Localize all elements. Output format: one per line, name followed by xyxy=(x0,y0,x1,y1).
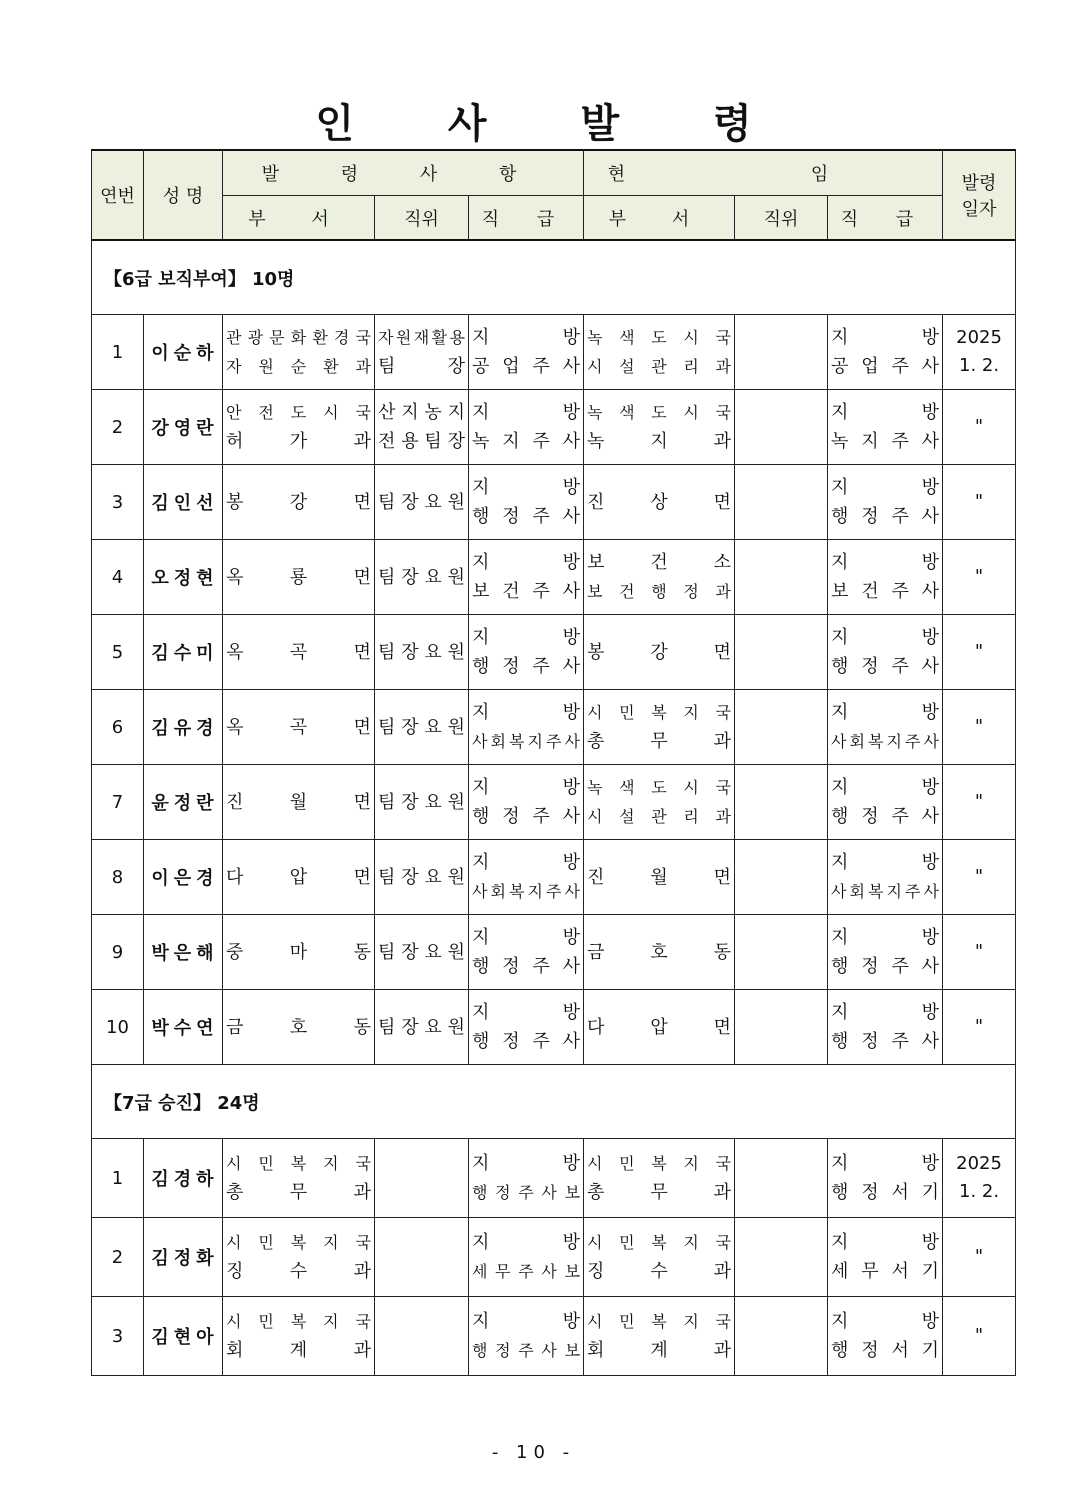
new-grade-line: 행 정 주 사 보 xyxy=(472,1341,581,1360)
person-name: 김수미 xyxy=(144,615,223,690)
cur-dept-line: 녹 색 도 시 국 xyxy=(587,778,731,797)
section-title: 【6급 보직부여】 10명 xyxy=(92,240,1016,315)
personnel-table xyxy=(91,149,1016,1376)
new-grade-line: 지 방 xyxy=(472,777,581,798)
person-name: 박수연 xyxy=(144,990,223,1065)
row-number: 8 xyxy=(92,840,144,915)
cur-grade-line: 행 정 주 사 xyxy=(831,806,940,827)
table-row xyxy=(92,390,1016,465)
new-dept-line: 회 계 과 xyxy=(226,1340,371,1361)
cur-dept-line: 징 수 과 xyxy=(587,1261,732,1282)
new-dept xyxy=(223,840,375,915)
new-grade xyxy=(469,1297,584,1376)
cur-dept-line: 회 계 과 xyxy=(587,1340,732,1361)
new-position xyxy=(375,690,469,765)
row-number: 6 xyxy=(92,690,144,765)
header-no: 연번 xyxy=(92,150,144,240)
new-grade-line: 행 정 주 사 xyxy=(472,806,580,827)
cur-grade-line: 지 방 xyxy=(831,777,940,798)
cur-position xyxy=(735,765,828,840)
cur-grade xyxy=(828,390,943,465)
new-dept-line: 다 압 면 xyxy=(226,866,371,888)
new-grade-line: 지 방 xyxy=(472,1232,581,1253)
new-grade-line: 지 방 xyxy=(472,852,581,873)
cur-dept xyxy=(584,315,735,390)
appoint-date-line: " xyxy=(974,566,984,587)
cur-dept-line: 시 민 복 지 국 xyxy=(587,1154,731,1173)
new-grade xyxy=(469,1139,584,1218)
appoint-date-line: 2025 xyxy=(956,327,1002,348)
row-number: 2 xyxy=(92,1218,144,1297)
table-row xyxy=(92,690,1016,765)
new-position-line: 자 원 재 활 용 xyxy=(378,328,465,347)
cur-dept xyxy=(584,1218,735,1297)
new-grade xyxy=(469,615,584,690)
new-position xyxy=(375,615,469,690)
cur-grade xyxy=(828,765,943,840)
cur-grade-line: 행 정 주 사 xyxy=(831,956,940,977)
cur-dept-line: 보 건 행 정 과 xyxy=(587,582,731,601)
cur-dept xyxy=(584,540,735,615)
appoint-date xyxy=(943,1218,1016,1297)
row-number: 1 xyxy=(92,315,144,390)
new-grade xyxy=(469,1218,584,1297)
new-dept xyxy=(223,465,375,540)
person-name: 김현아 xyxy=(144,1297,223,1376)
new-dept-line: 자 원 순 환 과 xyxy=(226,357,371,376)
page-number: - 10 - xyxy=(491,1442,576,1463)
cur-grade xyxy=(828,315,943,390)
row-number: 3 xyxy=(92,465,144,540)
new-position xyxy=(375,990,469,1065)
cur-dept-line: 녹 색 도 시 국 xyxy=(587,328,731,347)
row-number: 3 xyxy=(92,1297,144,1376)
table-row xyxy=(92,1297,1016,1376)
new-dept xyxy=(223,315,375,390)
cur-grade-line: 행 정 서 기 xyxy=(831,1340,940,1361)
person-name: 이은경 xyxy=(144,840,223,915)
header-appoint: 발 령 사 항 xyxy=(223,150,584,196)
new-dept xyxy=(223,915,375,990)
cur-dept-line: 진 상 면 xyxy=(587,491,732,513)
new-dept-line: 허 가 과 xyxy=(226,431,371,452)
header-cur-dept: 부 서 xyxy=(584,196,735,241)
person-name: 강영란 xyxy=(144,390,223,465)
cur-position xyxy=(735,1139,828,1218)
table-row xyxy=(92,990,1016,1065)
cur-grade-line: 지 방 xyxy=(831,1002,940,1023)
appoint-date-line: " xyxy=(974,1016,984,1037)
new-position-line: 팀 장 요 원 xyxy=(378,1016,465,1038)
cur-grade-line: 지 방 xyxy=(831,702,940,723)
cur-dept-line: 시 설 관 리 과 xyxy=(587,357,731,376)
row-number: 9 xyxy=(92,915,144,990)
new-position xyxy=(375,915,469,990)
new-dept-line: 옥 룡 면 xyxy=(226,566,371,588)
new-grade-line: 보 건 주 사 xyxy=(472,581,580,602)
new-dept-line: 시 민 복 지 국 xyxy=(226,1312,371,1331)
appoint-date-line: " xyxy=(974,1325,984,1346)
new-grade xyxy=(469,765,584,840)
header-cur-grade: 직 급 xyxy=(828,196,943,241)
new-position xyxy=(375,390,469,465)
table-row xyxy=(92,465,1016,540)
person-name: 김인선 xyxy=(144,465,223,540)
cur-position xyxy=(735,915,828,990)
new-grade-line: 사 회 복 지 주 사 xyxy=(472,732,580,751)
cur-position xyxy=(735,465,828,540)
person-name: 윤정란 xyxy=(144,765,223,840)
section-title: 【7급 승진】 24명 xyxy=(92,1065,1016,1139)
new-dept-line: 옥 곡 면 xyxy=(226,716,371,738)
appoint-date xyxy=(943,615,1016,690)
cur-grade xyxy=(828,1297,943,1376)
new-position-line: 팀 장 요 원 xyxy=(378,716,465,738)
table-row xyxy=(92,840,1016,915)
cur-grade-line: 지 방 xyxy=(831,1153,940,1174)
cur-grade-line: 지 방 xyxy=(831,477,940,498)
cur-dept xyxy=(584,390,735,465)
new-grade-line: 지 방 xyxy=(472,402,581,423)
table-row xyxy=(92,1139,1016,1218)
appoint-date-line: " xyxy=(974,491,984,512)
new-position-line: 팀 장 xyxy=(378,356,465,377)
cur-dept xyxy=(584,1297,735,1376)
appoint-date-line: " xyxy=(974,416,984,437)
header-date-line2: 일자 xyxy=(961,199,997,220)
cur-grade-line: 행 정 주 사 xyxy=(831,506,940,527)
cur-dept xyxy=(584,690,735,765)
new-grade-line: 지 방 xyxy=(472,702,581,723)
new-dept-line: 안 전 도 시 국 xyxy=(226,403,371,422)
cur-grade-line: 지 방 xyxy=(831,927,940,948)
cur-dept-line: 시 설 관 리 과 xyxy=(587,807,731,826)
new-grade-line: 지 방 xyxy=(472,1153,581,1174)
cur-dept-line: 금 호 동 xyxy=(587,941,732,963)
new-position-line: 팀 장 요 원 xyxy=(378,491,465,513)
cur-grade-line: 공 업 주 사 xyxy=(831,356,940,377)
row-number: 7 xyxy=(92,765,144,840)
cur-grade-line: 지 방 xyxy=(831,402,940,423)
cur-grade-line: 녹 지 주 사 xyxy=(831,431,940,452)
cur-position xyxy=(735,540,828,615)
person-name: 김유경 xyxy=(144,690,223,765)
header-current: 현 임 xyxy=(584,150,943,196)
appoint-date-line: " xyxy=(974,791,984,812)
appoint-date xyxy=(943,1139,1016,1218)
cur-grade-line: 지 방 xyxy=(831,552,940,573)
new-dept-line: 옥 곡 면 xyxy=(226,641,371,663)
new-dept xyxy=(223,765,375,840)
cur-dept-line: 녹 지 과 xyxy=(587,431,732,452)
cur-dept-line: 시 민 복 지 국 xyxy=(587,703,731,722)
header-new-position: 직위 xyxy=(375,196,469,241)
cur-position xyxy=(735,690,828,765)
new-position-line: 팀 장 요 원 xyxy=(378,566,465,588)
cur-grade xyxy=(828,690,943,765)
new-grade-line: 녹 지 주 사 xyxy=(472,431,580,452)
new-dept-line: 금 호 동 xyxy=(226,1016,371,1038)
new-grade-line: 지 방 xyxy=(472,552,581,573)
new-dept-line: 관 광 문 화 환 경 국 xyxy=(226,328,371,347)
header-date-line1: 발령 xyxy=(961,173,997,194)
appoint-date-line: " xyxy=(974,941,984,962)
cur-grade-line: 지 방 xyxy=(831,852,940,873)
new-position xyxy=(375,765,469,840)
new-grade-line: 지 방 xyxy=(472,1311,581,1332)
cur-grade-line: 행 정 서 기 xyxy=(831,1182,940,1203)
new-dept xyxy=(223,615,375,690)
header-date xyxy=(943,150,1016,240)
new-position xyxy=(375,465,469,540)
new-dept-line: 징 수 과 xyxy=(226,1261,371,1282)
cur-dept-line: 다 압 면 xyxy=(587,1016,732,1038)
row-number: 2 xyxy=(92,390,144,465)
person-name: 김경하 xyxy=(144,1139,223,1218)
cur-position xyxy=(735,1297,828,1376)
appoint-date xyxy=(943,315,1016,390)
row-number: 10 xyxy=(92,990,144,1065)
cur-dept-line: 총 무 과 xyxy=(587,1182,732,1203)
new-position-line: 팀 장 요 원 xyxy=(378,641,465,663)
cur-grade xyxy=(828,915,943,990)
new-grade-line: 지 방 xyxy=(472,477,581,498)
new-grade-line: 지 방 xyxy=(472,1002,581,1023)
new-grade xyxy=(469,690,584,765)
new-grade-line: 행 정 주 사 보 xyxy=(472,1183,581,1202)
cur-grade-line: 지 방 xyxy=(831,627,940,648)
new-dept-line: 시 민 복 지 국 xyxy=(226,1233,371,1252)
header-name: 성 명 xyxy=(144,150,223,240)
new-grade-line: 세 무 주 사 보 xyxy=(472,1262,581,1281)
cur-grade-line: 보 건 주 사 xyxy=(831,581,940,602)
appoint-date xyxy=(943,465,1016,540)
appoint-date-line: " xyxy=(974,716,984,737)
new-position xyxy=(375,315,469,390)
appoint-date xyxy=(943,840,1016,915)
new-dept xyxy=(223,690,375,765)
new-grade-line: 지 방 xyxy=(472,327,581,348)
appoint-date xyxy=(943,990,1016,1065)
person-name: 박은해 xyxy=(144,915,223,990)
person-name: 오정현 xyxy=(144,540,223,615)
new-grade-line: 지 방 xyxy=(472,927,581,948)
new-position xyxy=(375,1218,469,1297)
table-row xyxy=(92,765,1016,840)
cur-dept xyxy=(584,465,735,540)
appoint-date-line: 2025 xyxy=(956,1153,1002,1174)
cur-grade-line: 행 정 주 사 xyxy=(831,1031,940,1052)
new-grade xyxy=(469,840,584,915)
cur-dept xyxy=(584,915,735,990)
new-grade xyxy=(469,390,584,465)
new-grade-line: 행 정 주 사 xyxy=(472,506,580,527)
new-dept xyxy=(223,540,375,615)
header-cur-position: 직위 xyxy=(735,196,828,241)
header-new-grade: 직 급 xyxy=(469,196,584,241)
cur-grade-line: 지 방 xyxy=(831,327,940,348)
appoint-date-line: " xyxy=(974,866,984,887)
new-position-line: 전 용 팀 장 xyxy=(378,431,465,452)
cur-grade-line: 사 회 복 지 주 사 xyxy=(831,732,939,751)
new-dept xyxy=(223,1297,375,1376)
table-row xyxy=(92,915,1016,990)
appoint-date-line: 1. 2. xyxy=(959,355,1000,376)
cur-grade xyxy=(828,840,943,915)
table-row xyxy=(92,615,1016,690)
new-grade-line: 공 업 주 사 xyxy=(472,356,580,377)
cur-position xyxy=(735,390,828,465)
new-position xyxy=(375,1139,469,1218)
cur-dept xyxy=(584,840,735,915)
new-grade xyxy=(469,990,584,1065)
table-row xyxy=(92,315,1016,390)
cur-grade-line: 행 정 주 사 xyxy=(831,656,940,677)
new-dept xyxy=(223,1218,375,1297)
new-position-line: 팀 장 요 원 xyxy=(378,941,465,963)
appoint-date-line: " xyxy=(974,641,984,662)
cur-grade-line: 지 방 xyxy=(831,1232,940,1253)
header-new-dept: 부 서 xyxy=(223,196,375,241)
cur-dept-line: 녹 색 도 시 국 xyxy=(587,403,731,422)
new-grade xyxy=(469,315,584,390)
cur-dept xyxy=(584,765,735,840)
cur-grade-line: 지 방 xyxy=(831,1311,940,1332)
new-position xyxy=(375,1297,469,1376)
new-grade-line: 지 방 xyxy=(472,627,581,648)
new-grade-line: 행 정 주 사 xyxy=(472,1031,580,1052)
new-dept-line: 총 무 과 xyxy=(226,1182,371,1203)
cur-grade-line: 사 회 복 지 주 사 xyxy=(831,882,939,901)
new-dept-line: 시 민 복 지 국 xyxy=(226,1154,371,1173)
new-dept-line: 중 마 동 xyxy=(226,941,371,963)
cur-dept-line: 진 월 면 xyxy=(587,866,732,888)
new-grade xyxy=(469,540,584,615)
appoint-date-line: " xyxy=(974,1246,984,1267)
new-position xyxy=(375,540,469,615)
new-grade-line: 행 정 주 사 xyxy=(472,656,580,677)
appoint-date xyxy=(943,1297,1016,1376)
cur-grade xyxy=(828,1218,943,1297)
new-dept xyxy=(223,990,375,1065)
row-number: 4 xyxy=(92,540,144,615)
appoint-date xyxy=(943,690,1016,765)
cur-dept-line: 봉 강 면 xyxy=(587,641,732,663)
cur-dept-line: 시 민 복 지 국 xyxy=(587,1233,731,1252)
cur-dept xyxy=(584,1139,735,1218)
cur-dept xyxy=(584,615,735,690)
new-grade xyxy=(469,915,584,990)
person-name: 김정화 xyxy=(144,1218,223,1297)
row-number: 5 xyxy=(92,615,144,690)
cur-dept xyxy=(584,990,735,1065)
cur-grade xyxy=(828,540,943,615)
cur-position xyxy=(735,615,828,690)
new-dept xyxy=(223,1139,375,1218)
person-name: 이순하 xyxy=(144,315,223,390)
table-row xyxy=(92,540,1016,615)
cur-dept-line: 시 민 복 지 국 xyxy=(587,1312,731,1331)
new-grade-line: 사 회 복 지 주 사 xyxy=(472,882,580,901)
appoint-date xyxy=(943,390,1016,465)
new-position-line: 팀 장 요 원 xyxy=(378,791,465,813)
appoint-date xyxy=(943,540,1016,615)
cur-grade xyxy=(828,615,943,690)
page-title: 인 사 발 령 xyxy=(315,100,792,147)
appoint-date-line: 1. 2. xyxy=(959,1181,1000,1202)
new-grade-line: 행 정 주 사 xyxy=(472,956,580,977)
row-number: 1 xyxy=(92,1139,144,1218)
new-grade xyxy=(469,465,584,540)
new-dept-line: 진 월 면 xyxy=(226,791,371,813)
cur-position xyxy=(735,840,828,915)
new-position xyxy=(375,840,469,915)
new-position-line: 팀 장 요 원 xyxy=(378,866,465,888)
cur-position xyxy=(735,1218,828,1297)
new-dept xyxy=(223,390,375,465)
table-row xyxy=(92,1218,1016,1297)
cur-grade xyxy=(828,1139,943,1218)
cur-grade xyxy=(828,990,943,1065)
cur-position xyxy=(735,315,828,390)
new-position-line: 산 지 농 지 xyxy=(378,402,465,423)
cur-dept-line: 총 무 과 xyxy=(587,731,732,752)
appoint-date xyxy=(943,765,1016,840)
cur-position xyxy=(735,990,828,1065)
appoint-date xyxy=(943,915,1016,990)
new-dept-line: 봉 강 면 xyxy=(226,491,371,513)
cur-dept-line: 보 건 소 xyxy=(587,552,732,573)
cur-grade-line: 세 무 서 기 xyxy=(831,1261,940,1282)
cur-grade xyxy=(828,465,943,540)
